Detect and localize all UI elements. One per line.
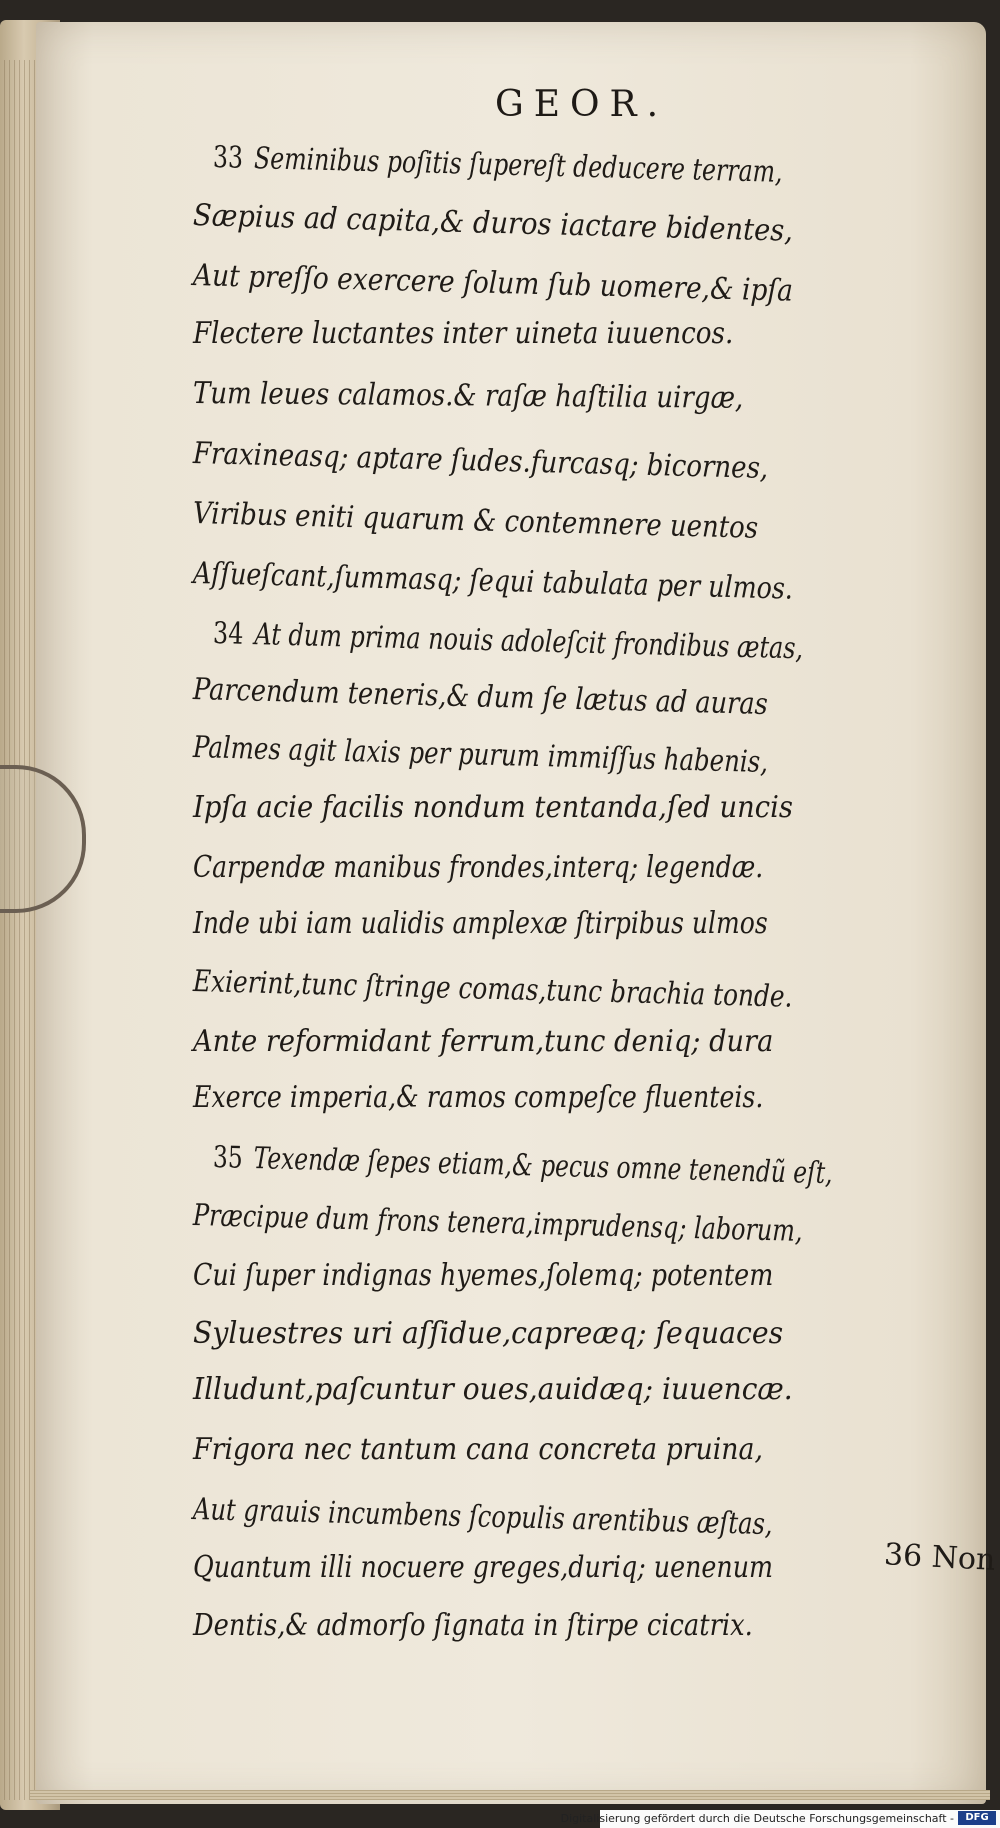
verse-line [193,1372,793,1407]
verse-line [193,1080,763,1115]
verse-text: Cui ſuper indignas hyemes,ſolemq; potentem [193,1258,774,1293]
verse-text: Quantum illi nocuere greges,duriq; uenenum [193,1550,774,1585]
verse-text: Parcendum teneris,& dum ſe lætus ad auras [192,672,769,723]
verse-text: Viribus eniti quarum & contemnere uentos [192,496,759,546]
verse-text: Exerce imperia,& ramos compeſce fluenteis. [193,1080,764,1115]
verse-text: Aut grauis incumbens ſcopulis arentibus æſtas, [192,1492,774,1543]
section-number: 33 [212,140,244,176]
verse-text: Flectere luctantes inter uineta iuuencos. [193,316,734,351]
page-bottom-edge [30,1790,990,1800]
verse-line [193,790,793,825]
verse-line [193,1316,783,1351]
catchword: 36 Non [883,1537,997,1578]
section-number: 35 [212,1140,244,1176]
verse-text: Dentis,& admorſo ſignata in ſtirpe cicatrix. [193,1608,753,1643]
verse-line [193,316,733,351]
verse-text: Præcipue dum frons tenera,imprudensq; laborum, [192,1198,804,1249]
verse-text: Seminibus poſitis ſupereſt deducere terram, [253,141,784,190]
verse-text: Syluestres uri aſſidue,capreæq; ſequaces [193,1316,784,1351]
verse-line [193,1550,773,1585]
verse-text: Palmes agit laxis per purum immiſſus habenis, [192,730,769,781]
section-number: 34 [212,616,244,652]
verse-line [193,1608,753,1643]
verse-text: Sæpius ad capita,& duros iactare bidentes, [192,198,794,249]
verse-text: Exierint,tunc ſtringe comas,tunc brachia tonde. [192,964,793,1015]
verse-text: Aut preſſo exercere ſolum ſub uomere,& ipſa [192,258,794,309]
verse-text: Ante reformidant ferrum,tunc deniq; dura [193,1024,774,1059]
verse-line [193,1432,763,1467]
running-header: GEOR. [495,84,669,125]
verse-line [193,850,763,885]
verse-text: Aſſueſcant,ſummasq; ſequi tabulata per ulmos. [192,556,794,607]
verse-line [193,1258,773,1293]
verse-text: Tum leues calamos.& raſæ haſtilia uirgæ, [192,376,744,416]
verse-line [193,1024,773,1059]
verse-text: At dum prima nouis adoleſcit frondibus ætas, [254,617,804,667]
dfg-logo: DFG [958,1811,996,1825]
verse-text: Texendæ ſepes etiam,& pecus omne tenendũ eſt, [253,1141,833,1192]
verse-text: Fraxineasq; aptare ſudes.furcasq; bicornes, [192,436,769,487]
verse-line [193,376,744,416]
verse-text: Ipſa acie facilis nondum tentanda,ſed uncis [193,790,793,825]
digitization-credit: Digitalisierung gefördert durch die Deutsche Forschungsgemeinschaft - [560,1812,954,1825]
verse-text: Inde ubi iam ualidis amplexæ ſtirpibus ulmos [193,906,768,941]
verse-text: Frigora nec tantum cana concreta pruina, [193,1432,764,1467]
verse-text: Carpendæ manibus frondes,interq; legendæ. [193,850,764,885]
verse-text: Illudunt,paſcuntur oues,auidæq; iuuencæ. [193,1372,793,1407]
verse-line [193,906,768,941]
